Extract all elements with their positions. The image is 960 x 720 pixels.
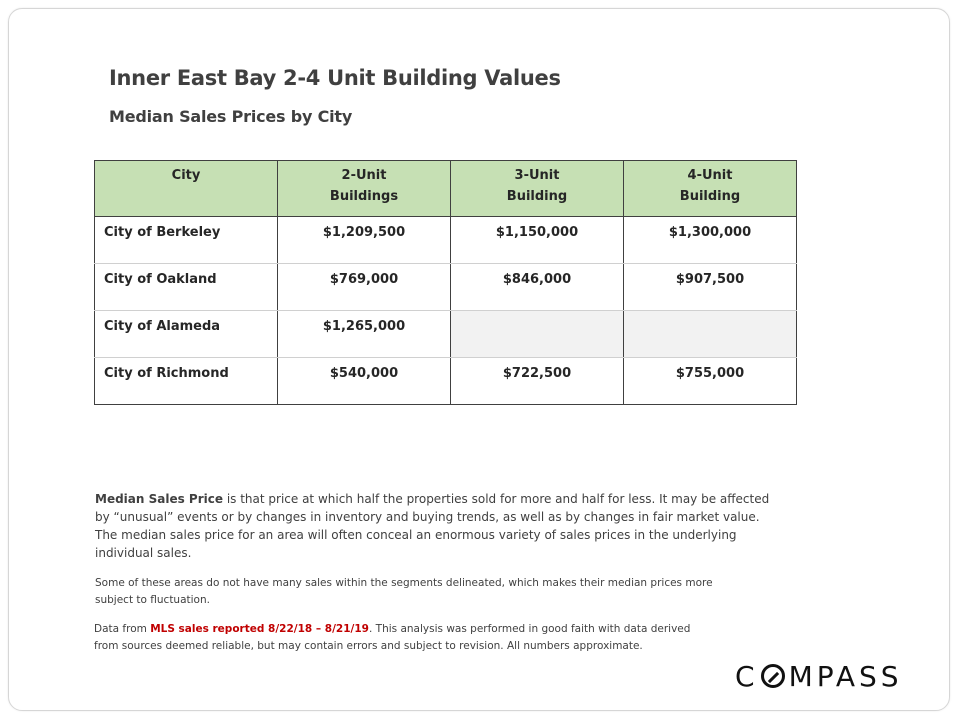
table-row [95,217,797,264]
source-note [94,621,714,655]
header-city [95,161,278,217]
price-4-unit: $1,300,000 [624,217,797,264]
header-4-unit [624,161,797,217]
table-row [95,358,797,405]
header-city-label: City [171,168,201,183]
price-2-unit: $769,000 [278,264,451,311]
price-4-unit: $755,000 [624,358,797,405]
header-4-unit-line1: 4-Unit [687,168,733,183]
source-highlight: MLS sales reported 8/22/18 – 8/21/19 [150,623,369,635]
logo-letter-c: C [735,659,759,693]
price-3-unit: $1,150,000 [451,217,624,264]
city-cell: City of Berkeley [95,217,278,264]
definition-term: Median Sales Price [95,492,223,506]
city-cell: City of Alameda [95,311,278,358]
header-4-unit-line2: Building [679,189,741,204]
price-3-unit: $846,000 [451,264,624,311]
price-2-unit: $540,000 [278,358,451,405]
price-2-unit: $1,209,500 [278,217,451,264]
page-title: Inner East Bay 2-4 Unit Building Values [109,66,561,90]
city-cell: City of Richmond [95,358,278,405]
source-suffix: . This analysis was performed in good faith with data derived from sources deemed reliable, but may contain errors and subject to revision. All numbers approximate. [94,623,691,652]
definition-text: is that price at which half the properties sold for more and half for less. It may be affected by “unusual” events or by changes in inventory and buying trends, as well as by changes in fair market value. The median sales price for an area will often conceal an enormous variety of sales prices in the underlying individual sales. [95,492,770,560]
compass-logo [735,658,903,694]
page-subtitle: Median Sales Prices by City [109,107,353,126]
header-3-unit-line1: 3-Unit [514,168,560,183]
price-4-unit-empty [624,311,797,358]
price-4-unit: $907,500 [624,264,797,311]
table-row [95,264,797,311]
price-3-unit: $722,500 [451,358,624,405]
header-3-unit [451,161,624,217]
price-2-unit: $1,265,000 [278,311,451,358]
fluctuation-note: Some of these areas do not have many sales within the segments delineated, which makes their median prices more subject to fluctuation. [95,577,713,606]
source-prefix: Data from [94,623,151,635]
price-3-unit-empty [451,311,624,358]
median-prices-table [94,160,797,405]
compass-o-icon [761,664,785,688]
header-2-unit [278,161,451,217]
header-2-unit-line2: Buildings [329,189,399,204]
city-cell: City of Oakland [95,264,278,311]
header-2-unit-line1: 2-Unit [341,168,387,183]
logo-letters-mpass: MPASS [788,659,903,693]
table-header-row [95,161,797,217]
header-3-unit-line2: Building [506,189,568,204]
table-row [95,311,797,358]
median-definition-note [95,490,779,562]
